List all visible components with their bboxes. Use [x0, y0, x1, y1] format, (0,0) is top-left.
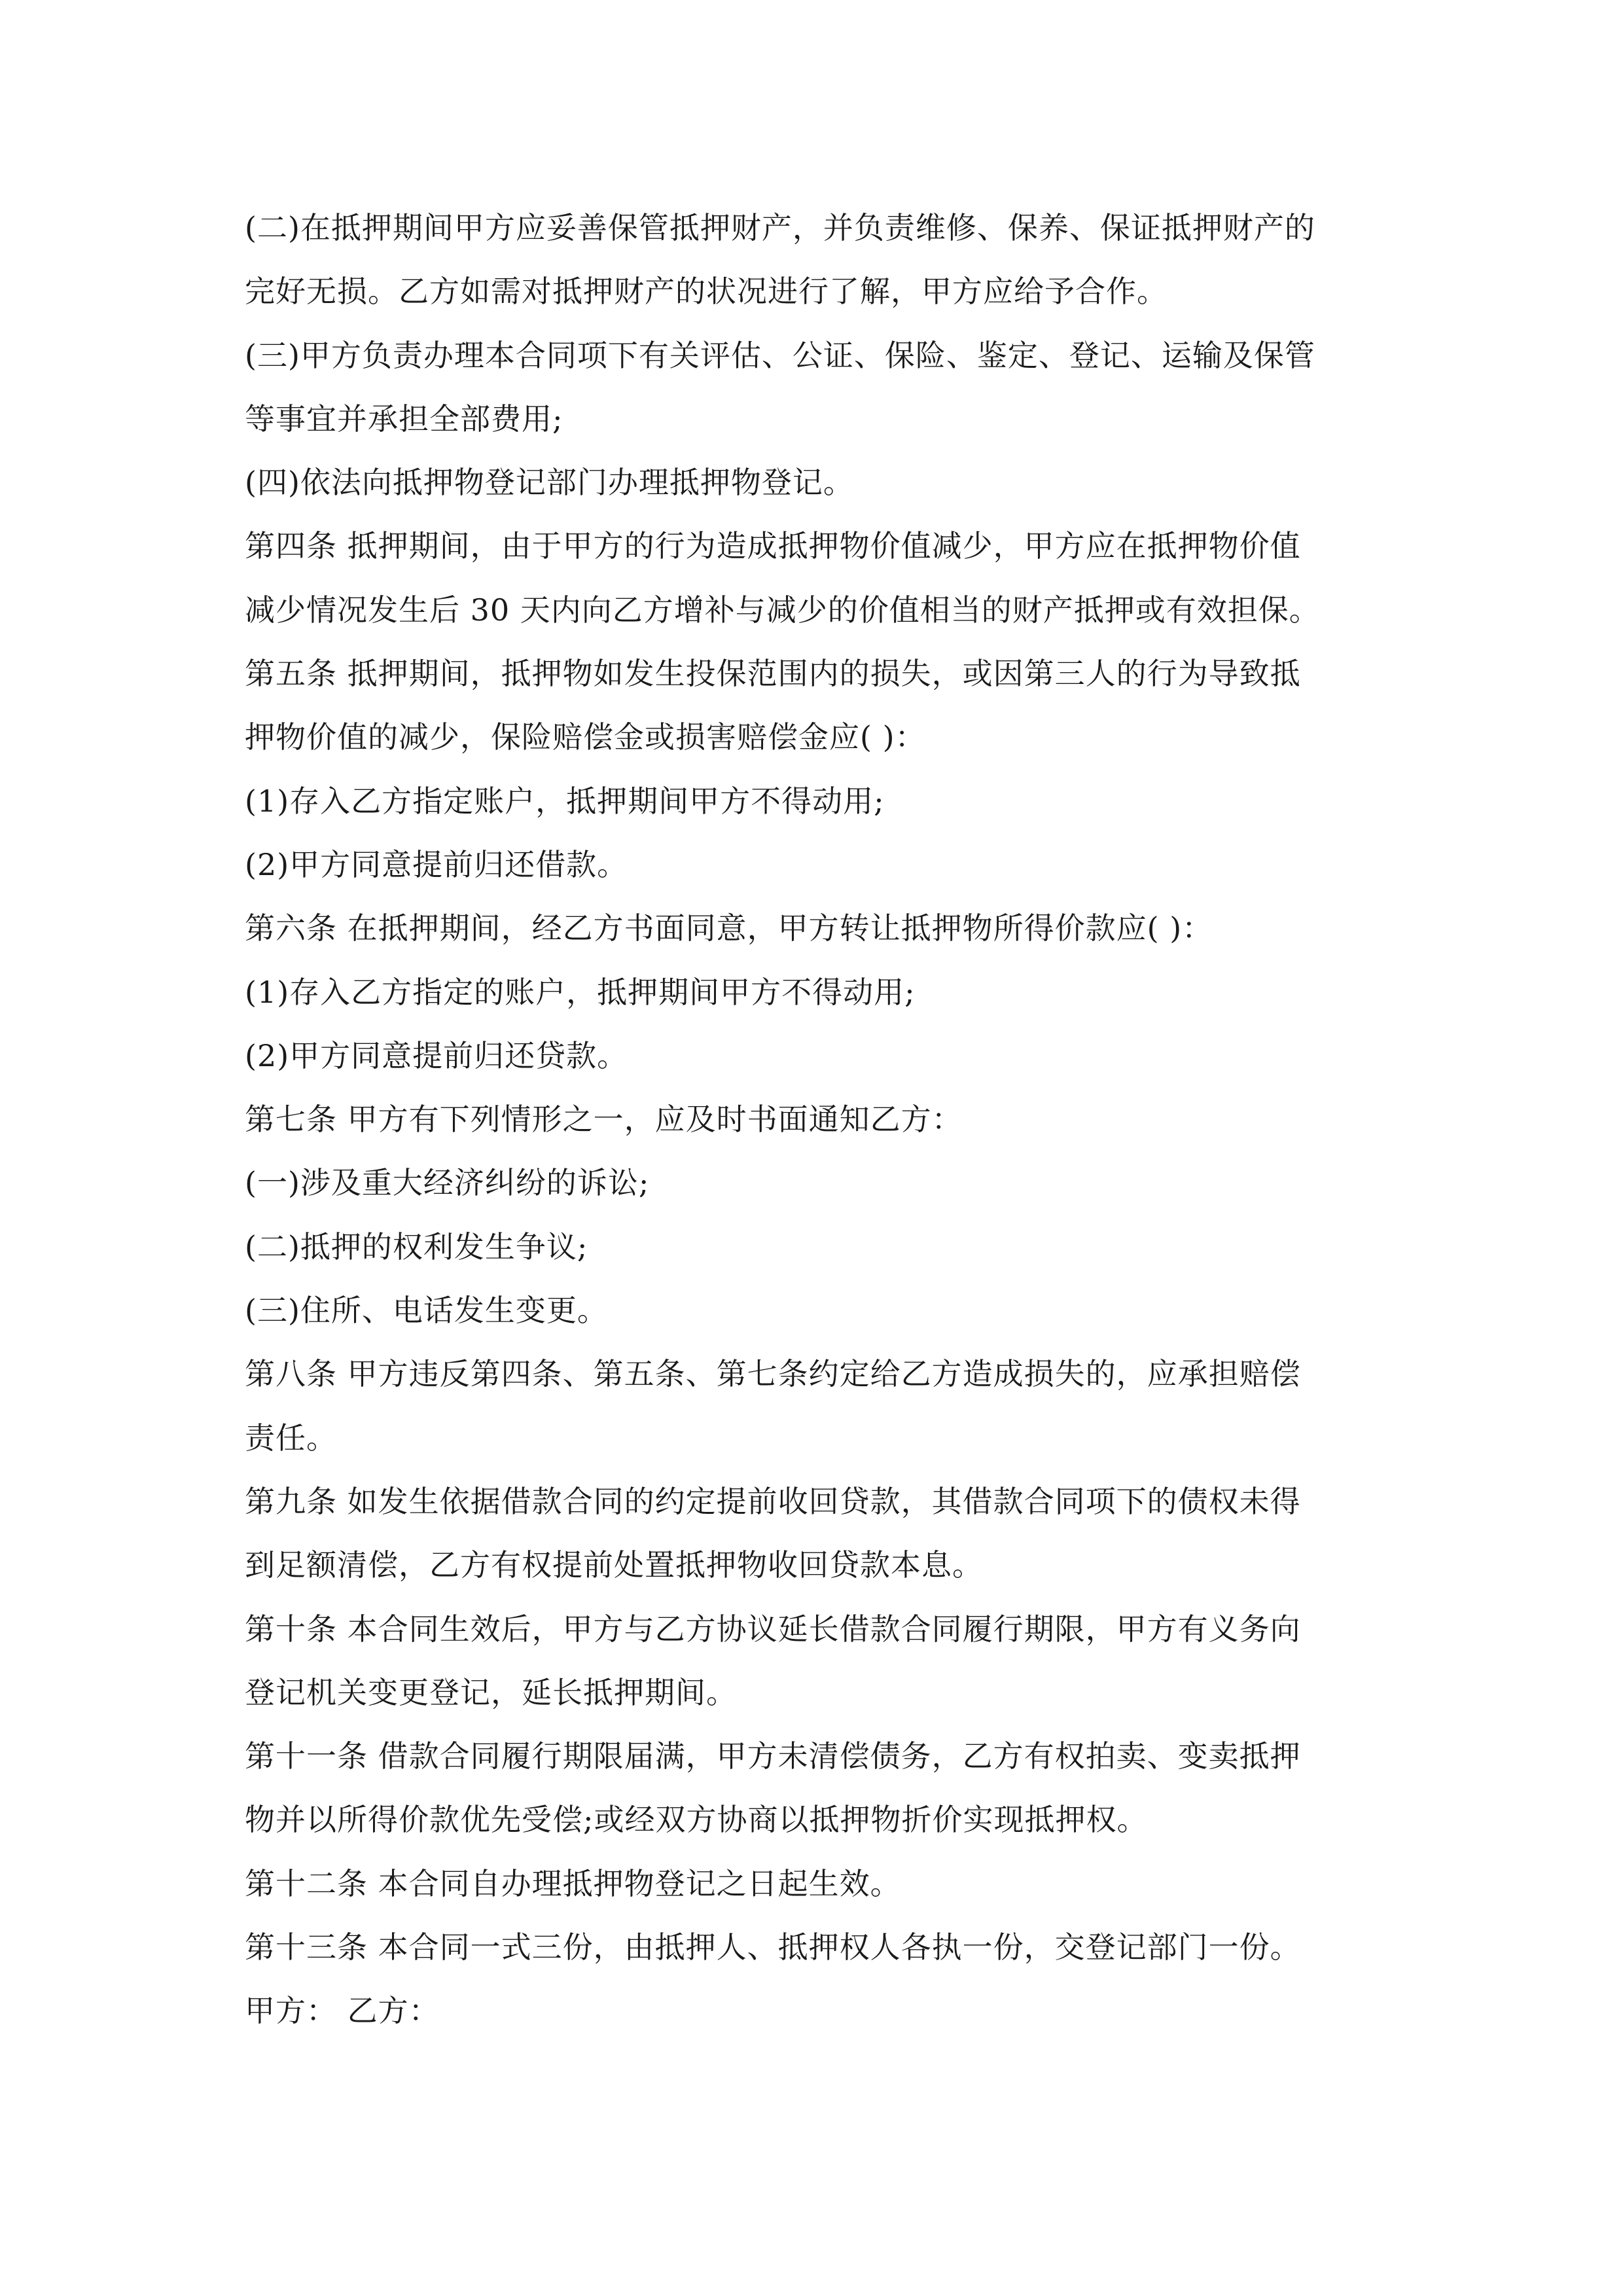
signature-line: 甲方： 乙方： [245, 1993, 440, 2029]
text-line: 第四条 抵押期间，由于甲方的行为造成抵押物价值减少，甲方应在抵押物价值 [245, 528, 1301, 564]
text-line: (1)存入乙方指定的账户，抵押期间甲方不得动用; [245, 974, 916, 1010]
text-line: 第六条 在抵押期间，经乙方书面同意，甲方转让抵押物所得价款应( )： [245, 910, 1213, 946]
text-line: 责任。 [245, 1420, 337, 1456]
text-line: 到足额清偿，乙方有权提前处置抵押物收回贷款本息。 [245, 1547, 983, 1583]
text-line: 等事宜并承担全部费用; [245, 401, 563, 437]
text-line: (一)涉及重大经济纠纷的诉讼; [245, 1165, 650, 1201]
text-line: (二)抵押的权利发生争议; [245, 1229, 588, 1265]
text-line: 登记机关变更登记，延长抵押期间。 [245, 1674, 737, 1710]
text-line: 减少情况发生后 30 天内向乙方增补与减少的价值相当的财产抵押或有效担保。 [245, 592, 1320, 628]
text-line: 第五条 抵押期间，抵押物如发生投保范围内的损失，或因第三人的行为导致抵 [245, 656, 1301, 692]
document-body [245, 196, 1383, 2043]
text-line: (三)住所、电话发生变更。 [245, 1293, 608, 1329]
text-line: 第十条 本合同生效后，甲方与乙方协议延长借款合同履行期限，甲方有义务向 [245, 1611, 1301, 1647]
text-line: (二)在抵押期间甲方应妥善保管抵押财产，并负责维修、保养、保证抵押财产的 [245, 210, 1315, 245]
text-line: (2)甲方同意提前归还贷款。 [245, 1037, 628, 1073]
text-line: 完好无损。乙方如需对抵押财产的状况进行了解，甲方应给予合作。 [245, 274, 1168, 310]
text-line: 第十三条 本合同一式三份，由抵押人、抵押权人各执一份，交登记部门一份。 [245, 1929, 1301, 1965]
text-line: (2)甲方同意提前归还借款。 [245, 846, 628, 882]
text-line: 第九条 如发生依据借款合同的约定提前收回贷款，其借款合同项下的债权未得 [245, 1483, 1301, 1519]
text-line: 第八条 甲方违反第四条、第五条、第七条约定给乙方造成损失的，应承担赔偿 [245, 1356, 1301, 1392]
text-line: 第七条 甲方有下列情形之一，应及时书面通知乙方： [245, 1102, 963, 1138]
text-line: (三)甲方负责办理本合同项下有关评估、公证、保险、鉴定、登记、运输及保管 [245, 337, 1315, 373]
text-line: 物并以所得价款优先受偿;或经双方协商以抵押物折价实现抵押权。 [245, 1802, 1148, 1838]
text-line: 押物价值的减少，保险赔偿金或损害赔偿金应( )： [245, 719, 926, 755]
text-line: (四)依法向抵押物登记部门办理抵押物登记。 [245, 465, 854, 501]
text-line: 第十二条 本合同自办理抵押物登记之日起生效。 [245, 1865, 901, 1901]
text-line: (1)存入乙方指定账户，抵押期间甲方不得动用; [245, 783, 885, 819]
text-line: 第十一条 借款合同履行期限届满，甲方未清偿债务，乙方有权拍卖、变卖抵押 [245, 1738, 1301, 1774]
